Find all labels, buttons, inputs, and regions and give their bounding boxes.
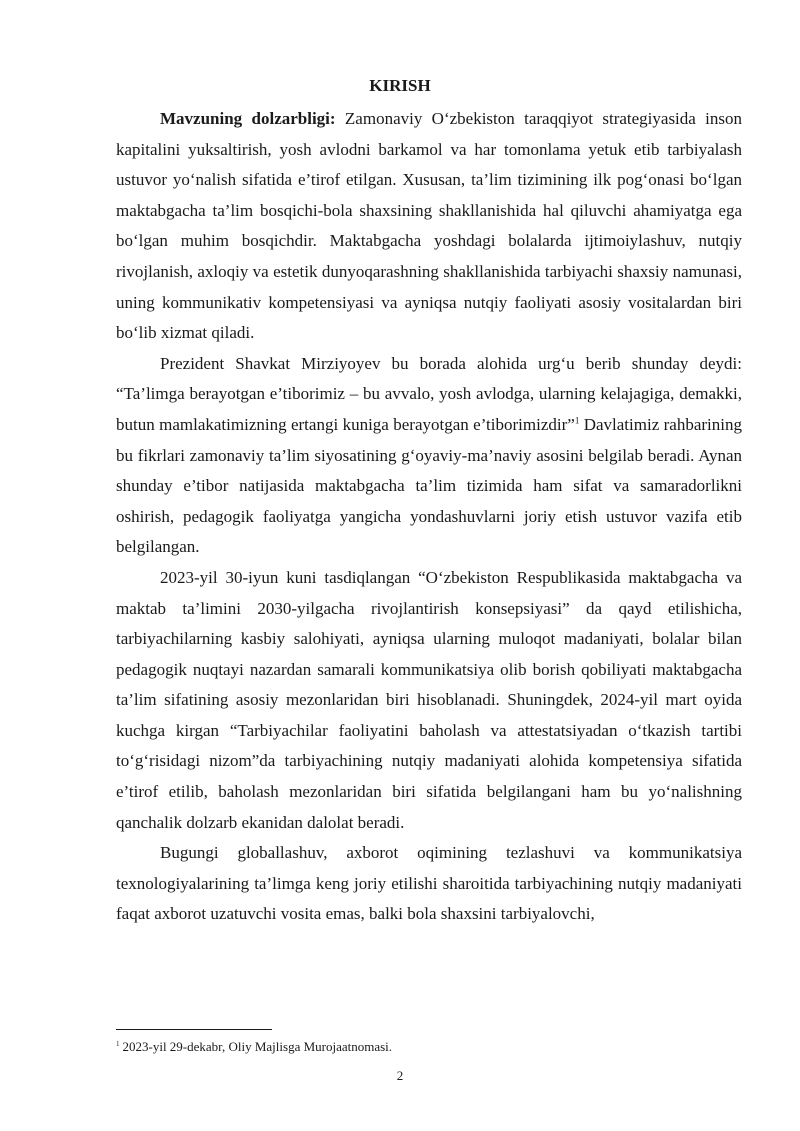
page-number: 2 xyxy=(396,1068,404,1083)
footnote xyxy=(116,1038,742,1055)
paragraph-lead: Mavzuning dolzarbligi: xyxy=(160,109,336,128)
section-heading: KIRISH xyxy=(369,76,431,95)
paragraph-relevance xyxy=(116,104,742,349)
paragraph-text: Davlatimiz rahbarining bu fikrlari zamonaviy ta’lim siyosatining g‘oyaviy-ma’naviy asosini belgilab beradi. Aynan shunday e’tibor natijasida maktabgacha ta’lim tizimida ham sifat va samaradorlikni oshirish, pedagogik faoliyatga yangicha yondashuvlarni joriy etish ustuvor vazifa etib belgilangan. xyxy=(116,414,742,557)
paragraph-president-quote xyxy=(116,349,742,563)
footnote-reference[interactable]: 1 xyxy=(574,415,580,426)
footnote-text: 2023-yil 29-dekabr, Oliy Majlisga Murojaatnomasi. xyxy=(122,1039,393,1054)
footnote-divider xyxy=(116,1029,272,1030)
paragraph-text: 2023-yil 30-iyun kuni tasdiqlangan “O‘zbekiston Respublikasida maktabgacha va maktab ta’limini 2030-yilgacha rivojlantirish konsepsiyasi” da qayd etilishicha, tarbiyachilarning kasbiy salohiyati, ayniqsa ularning muloqot madaniyati, bolalar bilan pedagogik nuqtayi nazardan samarali kommunikatsiya olib borish qobiliyati maktabgacha ta’lim sifatining asosiy mezonlaridan biri hisoblanadi. Shuningdek, 2024-yil mart oyida kuchga kirgan “Tarbiyachilar faoliyatini baholash va attestatsiyadan o‘tkazish tartibi to‘g‘risidagi nizom”da tarbiyachining nutqiy madaniyati alohida kompetensiya sifatida e’tirof etilib, baholash mezonlaridan biri sifatida belgilangani ham bu yo‘nalishning qanchalik dolzarb ekanidan dalolat beradi. xyxy=(116,567,742,832)
paragraph-text: Prezident Shavkat Mirziyoyev bu borada alohida urg‘u berib shunday deydi: “Ta’limga berayotgan e’tiborimiz – bu avvalo, yosh avlodga, ularning kelajagiga, demakki, butun mamlakatimizning ertangi kuniga berayotgan e’tiborimizdir” xyxy=(116,353,742,434)
paragraph-concept xyxy=(116,563,742,838)
body-text xyxy=(116,104,742,930)
paragraph-globalization xyxy=(116,838,742,930)
footnote-mark: 1 xyxy=(116,1039,120,1048)
paragraph-text: Zamonaviy O‘zbekiston taraqqiyot strategiyasida inson kapitalini yuksaltirish, yosh avlodni barkamol va har tomonlama yetuk etib tarbiyalash ustuvor yo‘nalish sifatida e’tirof etilgan. Xususan, ta’lim tizimining ilk pog‘onasi bo‘lgan maktabgacha ta’lim bosqichi-bola shaxsining shakllanishida hal qiluvchi ahamiyatga ega bo‘lgan muhim bosqichdir. Maktabgacha yoshdagi bolalarda ijtimoiylashuv, nutqiy rivojlanish, axloqiy va estetik dunyoqarashning shakllanishida tarbiyachi shaxsiy namunasi, uning kommunikativ kompetensiyasi va ayniqsa nutqiy faoliyati asosiy vositalardan biri bo‘lib xizmat qiladi. xyxy=(116,109,742,343)
paragraph-text: Bugungi globallashuv, axborot oqimining tezlashuvi va kommunikatsiya texnologiyalarining ta’limga keng joriy etilishi sharoitida tarbiyachining nutqiy madaniyati faqat axborot uzatuvchi vosita emas, balki bola shaxsini tarbiyalovchi, xyxy=(116,843,742,924)
